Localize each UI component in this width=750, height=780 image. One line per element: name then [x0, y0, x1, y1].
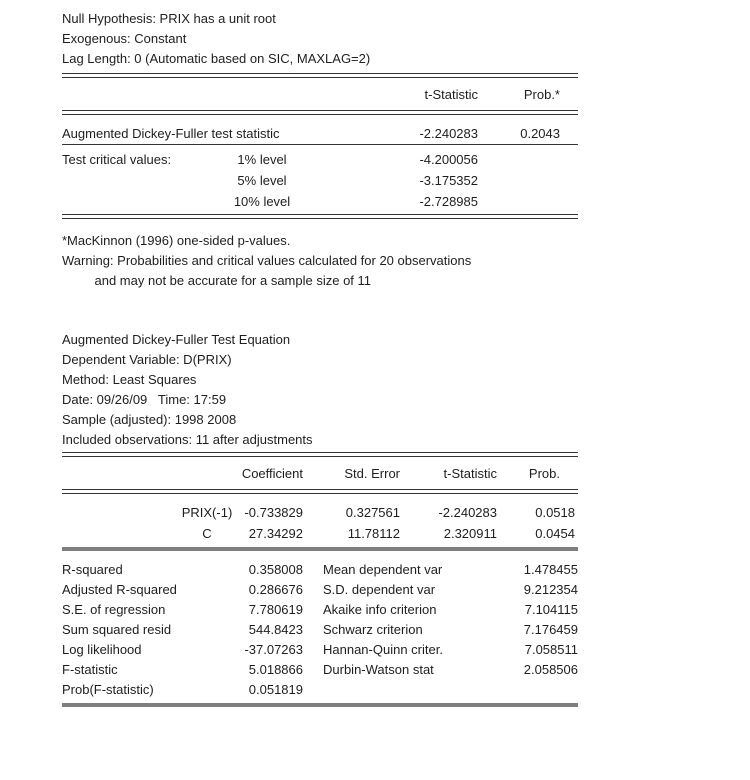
stats-row	[62, 560, 578, 580]
critical-value-row-10pct	[62, 191, 578, 212]
summary-statistics	[62, 560, 578, 700]
warning-line-2: and may not be accurate for a sample size of 11	[62, 273, 372, 288]
date-time-line: Date: 09/26/09 Time: 17:59	[62, 392, 227, 407]
stats-row	[62, 660, 578, 680]
separator-double-line	[62, 489, 578, 494]
variable-name: C	[202, 526, 212, 541]
stat-value: 7.104115	[524, 602, 578, 617]
stat-label: R-squared	[62, 562, 123, 577]
stats-row	[62, 640, 578, 660]
critical-level-1pct: 1% level	[237, 152, 287, 167]
critical-value-10pct: -2.728985	[419, 194, 478, 209]
stat-label: Log likelihood	[62, 642, 142, 657]
null-hypothesis-line: Null Hypothesis: PRIX has a unit root	[62, 11, 276, 26]
mackinnon-footnote: *MacKinnon (1996) one-sided p-values.	[62, 233, 291, 248]
stat-value: 0.286676	[248, 582, 303, 597]
method-line: Method: Least Squares	[62, 372, 197, 387]
stat-label: Prob(F-statistic)	[62, 682, 154, 697]
col-header-coefficient: Coefficient	[241, 466, 303, 481]
stat-value: 9.212354	[523, 582, 578, 597]
critical-value-row-5pct	[62, 170, 578, 191]
critical-value-5pct: -3.175352	[419, 173, 478, 188]
coef-table-header-row	[62, 464, 578, 484]
stat-label: Mean dependent var	[323, 562, 443, 577]
unit-root-table-header-row	[62, 85, 578, 105]
stat-label: Adjusted R-squared	[62, 582, 177, 597]
stat-value: 5.018866	[248, 662, 303, 677]
stats-row	[62, 580, 578, 600]
adf-statistic-row	[62, 124, 578, 144]
separator-thick-line	[62, 703, 578, 707]
prob-value: 0.0518	[535, 505, 575, 520]
stat-label: Sum squared resid	[62, 622, 172, 637]
critical-value-1pct: -4.200056	[419, 152, 478, 167]
critical-values-label: Test critical values:	[62, 152, 172, 167]
adf-statistic-label: Augmented Dickey-Fuller test statistic	[62, 126, 280, 141]
report-content	[62, 9, 578, 707]
col-header-t-statistic: t-Statistic	[443, 466, 497, 481]
separator-thick-line	[62, 547, 578, 551]
stat-label: S.E. of regression	[62, 602, 166, 617]
stat-value: 0.358008	[248, 562, 303, 577]
included-observations-line: Included observations: 11 after adjustments	[62, 432, 313, 447]
stat-value: 1.478455	[523, 562, 578, 577]
t-statistic-value: 2.320911	[443, 526, 497, 541]
unit-root-header	[62, 9, 578, 69]
stat-label: F-statistic	[62, 662, 118, 677]
separator-double-line	[62, 73, 578, 78]
stat-value: 0.051819	[248, 682, 303, 697]
critical-level-10pct: 10% level	[233, 194, 291, 209]
warning-line-1: Warning: Probabilities and critical values calculated for 20 observations	[62, 253, 472, 268]
stat-label: Akaike info criterion	[323, 602, 437, 617]
critical-level-5pct: 5% level	[237, 173, 287, 188]
coefficient-value: -0.733829	[244, 505, 303, 520]
separator-double-line	[62, 452, 578, 457]
stat-label: Durbin-Watson stat	[323, 662, 434, 677]
stats-row	[62, 600, 578, 620]
coef-row-c	[62, 523, 578, 544]
stat-value: -37.07263	[244, 642, 303, 657]
dependent-variable-line: Dependent Variable: D(PRIX)	[62, 352, 232, 367]
stat-value: 2.058506	[523, 662, 578, 677]
test-equation-header	[62, 330, 578, 450]
equation-title-line: Augmented Dickey-Fuller Test Equation	[62, 332, 291, 347]
std-error-value: 11.78112	[347, 526, 400, 541]
stat-value: 7.176459	[523, 622, 578, 637]
footnotes	[62, 231, 578, 291]
stats-row	[62, 680, 578, 700]
stat-label: S.D. dependent var	[323, 582, 436, 597]
lag-length-line: Lag Length: 0 (Automatic based on SIC, MAXLAG=2)	[62, 51, 371, 66]
t-statistic-value: -2.240283	[438, 505, 497, 520]
adf-t-statistic-value: -2.240283	[419, 126, 478, 141]
coef-row-prix	[62, 502, 578, 523]
stat-label: Hannan-Quinn criter.	[323, 642, 443, 657]
separator-thin-line	[62, 144, 578, 145]
stats-row	[62, 620, 578, 640]
exogenous-line: Exogenous: Constant	[62, 31, 187, 46]
separator-double-line	[62, 214, 578, 219]
adf-prob-value: 0.2043	[520, 126, 560, 141]
col-header-prob: Prob.*	[523, 87, 560, 102]
stat-value: 7.058511	[524, 642, 578, 657]
col-header-t-statistic: t-Statistic	[424, 87, 478, 102]
col-header-std-error: Std. Error	[344, 466, 400, 481]
stat-value: 7.780619	[248, 602, 303, 617]
critical-value-row-1pct	[62, 149, 578, 170]
sample-line: Sample (adjusted): 1998 2008	[62, 412, 237, 427]
separator-double-line	[62, 110, 578, 115]
stat-value: 544.8423	[248, 622, 303, 637]
stat-label: Schwarz criterion	[323, 622, 423, 637]
coefficient-value: 27.34292	[248, 526, 303, 541]
prob-value: 0.0454	[535, 526, 575, 541]
std-error-value: 0.327561	[345, 505, 400, 520]
col-header-prob: Prob.	[528, 466, 560, 481]
variable-name: PRIX(-1)	[181, 505, 233, 520]
